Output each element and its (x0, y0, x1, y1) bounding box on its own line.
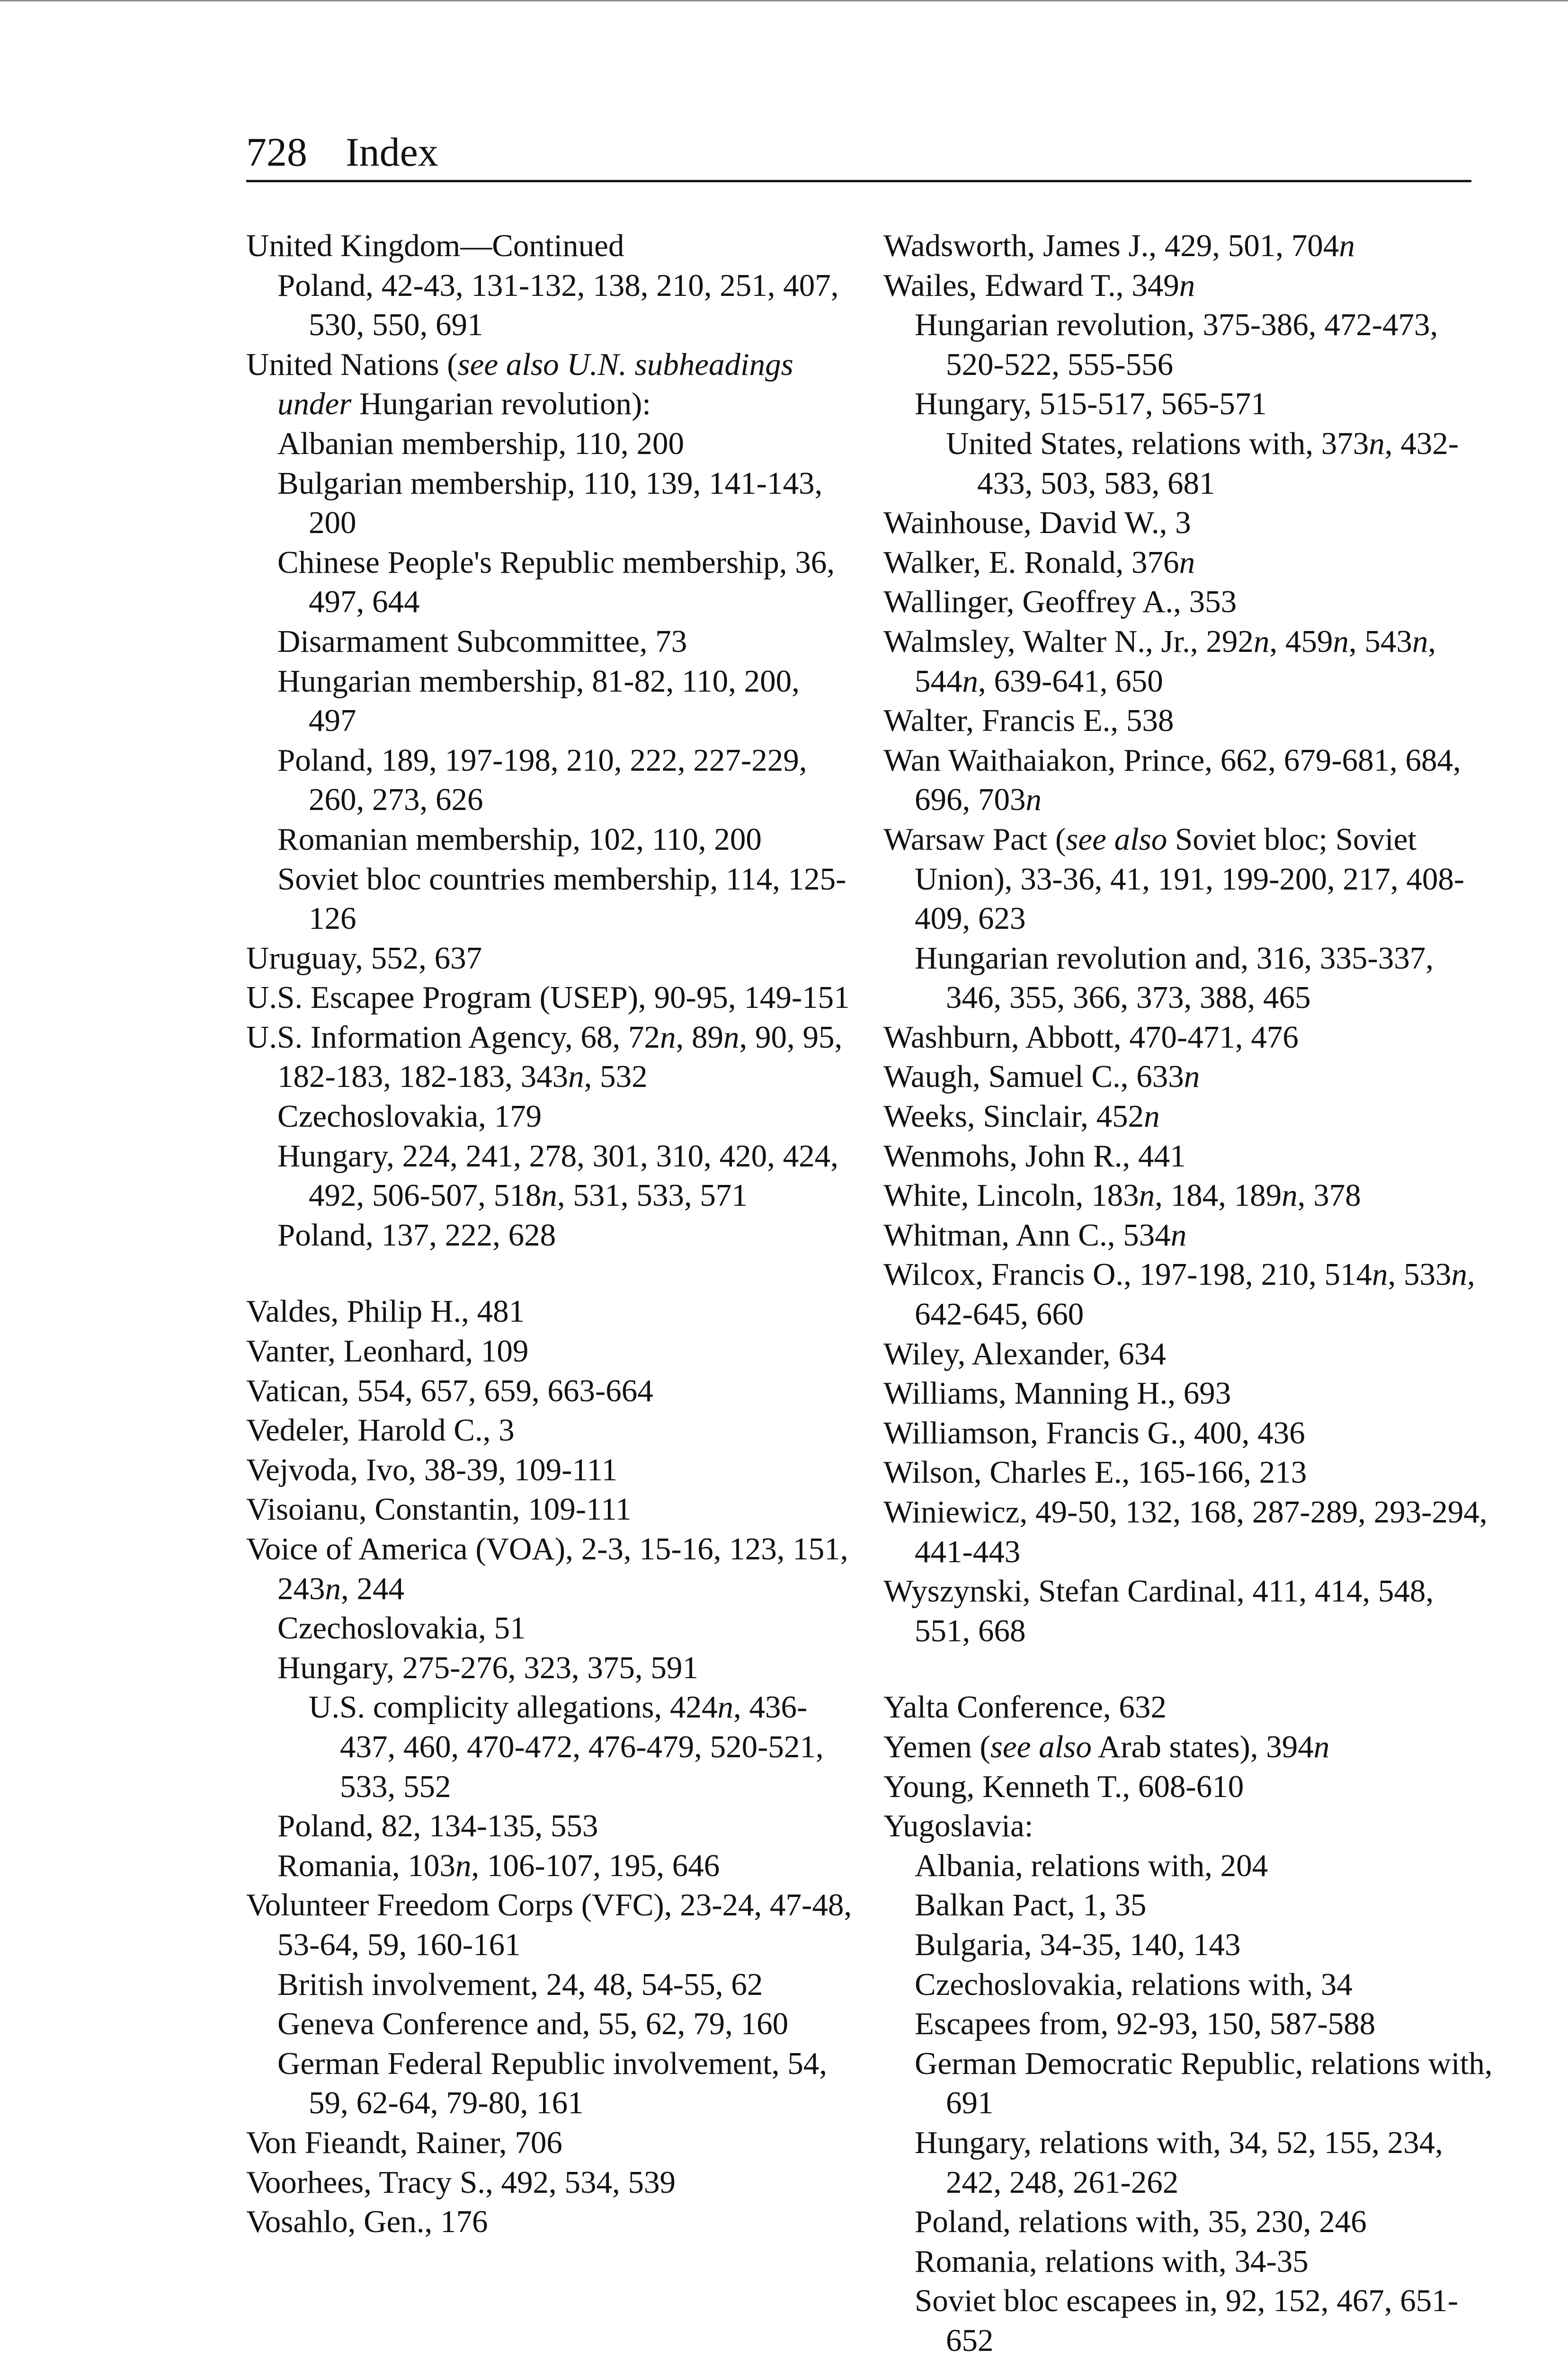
index-entry (883, 1176, 1494, 1216)
index-entry-text: Wenmohs, John R., 441 (883, 1138, 1186, 1174)
index-entry-text: Yugoslavia: (883, 1808, 1033, 1844)
index-entry-italic-text: n (1025, 782, 1042, 818)
index-entry-text: Disarmament Subcommittee, 73 (277, 623, 687, 659)
index-entry (946, 424, 1494, 503)
index-entry-italic-text: n (1179, 544, 1195, 580)
index-entry-italic-text: n (1369, 426, 1385, 461)
index-entry-text: Volunteer Freedom Corps (VFC), 23-24, 47-48, 53-64, 59, 160-161 (246, 1887, 852, 1962)
index-entry-text: United Kingdom—Continued (246, 228, 624, 263)
index-entry-italic-text: n (1179, 267, 1195, 303)
index-entry (246, 1332, 852, 1371)
index-entry (277, 266, 852, 345)
index-entry-text: Vosahlo, Gen., 176 (246, 2204, 488, 2240)
index-entry (883, 1493, 1494, 1572)
index-entry-text: Poland, relations with, 35, 230, 246 (915, 2204, 1367, 2240)
index-entry-italic-text: n (1170, 1217, 1187, 1253)
index-entry-text: Bulgarian membership, 110, 139, 141-143, 200 (277, 465, 823, 541)
index-entry (883, 1255, 1494, 1334)
index-entry-text: Escapees from, 92-93, 150, 587-588 (915, 2006, 1376, 2042)
index-entry (915, 939, 1494, 1018)
page-title: Index (346, 129, 438, 175)
index-entry-text: Poland, 189, 197-198, 210, 222, 227-229, 260, 273, 626 (277, 742, 807, 818)
index-entry (883, 1414, 1494, 1453)
index-entry-text: , 639-641, 650 (978, 663, 1163, 699)
index-column-left (246, 226, 852, 2242)
index-entry (246, 1018, 852, 1097)
index-entry-text: Hungarian revolution, 375-386, 472-473, 520-522, 555-556 (915, 307, 1438, 382)
index-entry (883, 701, 1494, 741)
index-entry-italic-text: n (1451, 1257, 1467, 1292)
index-entry-text: U.S. complicity allegations, 424 (309, 1690, 718, 1725)
index-entry (883, 1137, 1494, 1176)
index-entry-italic-text: n (1139, 1178, 1155, 1213)
index-entry-text: Yalta Conference, 632 (883, 1690, 1167, 1725)
index-entry-text: Winiewicz, 49-50, 132, 168, 287-289, 293-294, 441-443 (883, 1495, 1488, 1569)
index-entry (915, 1925, 1494, 1965)
index-entry-text: Hungarian revolution): (351, 386, 651, 422)
index-entry-text: Romania, 103 (277, 1848, 455, 1883)
index-entry (883, 1335, 1494, 1374)
index-entry-text: Williamson, Francis G., 400, 436 (883, 1415, 1305, 1450)
index-entry-italic-text: n (962, 663, 978, 699)
index-entry (915, 2281, 1494, 2360)
index-entry-italic-text: see also U.N. subheadings under (277, 347, 793, 422)
index-entry (246, 939, 852, 979)
index-entry-italic-text: n (1184, 1059, 1200, 1095)
index-entry (246, 1450, 852, 1490)
index-entry (246, 2163, 852, 2203)
index-entry (277, 662, 852, 741)
index-entry-italic-text: n (1313, 1729, 1330, 1764)
index-entry-text: Wiley, Alexander, 634 (883, 1336, 1166, 1371)
index-entry (277, 2044, 852, 2123)
index-entry-text: Soviet bloc; Soviet Union), 33-36, 41, 191, 199-200, 217, 408-409, 623 (915, 821, 1465, 936)
index-entry (883, 1018, 1494, 1058)
index-entry (277, 464, 852, 543)
index-entry (883, 1767, 1494, 1807)
index-entry-text: Vedeler, Harold C., 3 (246, 1413, 515, 1448)
index-entry (246, 2202, 852, 2242)
index-entry-italic-text: n (568, 1059, 584, 1095)
index-entry-text: Hungary, relations with, 34, 52, 155, 234, 242, 248, 261-262 (915, 2125, 1443, 2200)
index-entry-italic-text: n (1144, 1099, 1160, 1134)
index-entry-text: Wadsworth, James J., 429, 501, 704 (883, 228, 1339, 263)
index-entry-text: Vejvoda, Ivo, 38-39, 109-111 (246, 1452, 618, 1487)
index-entry (883, 1727, 1494, 1767)
index-entry (277, 741, 852, 820)
index-entry (246, 345, 852, 424)
index-entry (277, 622, 852, 662)
index-entry (277, 1846, 852, 1886)
index-entry-text: Arab states), 394 (1091, 1729, 1314, 1764)
index-entry-text: , 436-437, 460, 470-472, 476-479, 520-521, 533, 552 (340, 1690, 824, 1804)
index-entry (883, 543, 1494, 583)
index-entry-text: Visoianu, Constantin, 109-111 (246, 1492, 632, 1527)
index-entry (883, 266, 1494, 306)
index-entry (246, 1411, 852, 1450)
index-entry-text: Czechoslovakia, 51 (277, 1611, 526, 1646)
index-entry (915, 1965, 1494, 2005)
index-entry-text: Czechoslovakia, 179 (277, 1099, 542, 1134)
index-entry (915, 2202, 1494, 2242)
index-entry-italic-text: n (659, 1019, 676, 1055)
index-entry-italic-text: n (1282, 1178, 1298, 1213)
index-entry-text: , 533 (1388, 1257, 1452, 1292)
index-entry (246, 1490, 852, 1530)
index-entry-text: , 531, 533, 571 (557, 1178, 748, 1213)
index-entry-italic-text: n (325, 1571, 341, 1606)
index-entry-text: Poland, 137, 222, 628 (277, 1217, 556, 1253)
index-entry-text: , 459 (1269, 623, 1333, 659)
index-entry (246, 1371, 852, 1411)
index-entry-text: Wan Waithaiakon, Prince, 662, 679-681, 684, 696, 703 (883, 742, 1461, 818)
index-entry (277, 1648, 852, 1688)
index-entry-text: Soviet bloc countries membership, 114, 125-126 (277, 861, 846, 936)
index-entry-text: Von Fieandt, Rainer, 706 (246, 2125, 562, 2160)
index-entry (277, 1097, 852, 1137)
index-entry-text: Hungarian membership, 81-82, 110, 200, 497 (277, 663, 800, 739)
index-entry-text: Romania, relations with, 34-35 (915, 2243, 1309, 2279)
index-entry-text: Hungary, 224, 241, 278, 301, 310, 420, 424, 492, 506-507, 518 (277, 1138, 838, 1213)
index-entry-text: Williams, Manning H., 693 (883, 1376, 1231, 1411)
index-entry-italic-text: n (541, 1178, 557, 1213)
index-entry-italic-text: see also (990, 1729, 1092, 1764)
index-entry (277, 1216, 852, 1255)
index-entry (883, 1057, 1494, 1097)
index-entry-italic-text: n (1333, 623, 1349, 659)
index-entry (277, 1806, 852, 1846)
index-entry-text: Whitman, Ann C., 534 (883, 1217, 1171, 1253)
index-entry-text: Washburn, Abbott, 470-471, 476 (883, 1019, 1299, 1055)
index-entry (883, 741, 1494, 820)
index-entry-text: British involvement, 24, 48, 54-55, 62 (277, 1967, 763, 2002)
index-entry-text: Romanian membership, 102, 110, 200 (277, 821, 762, 857)
index-entry (246, 1292, 852, 1332)
index-entry (915, 1846, 1494, 1886)
index-entry-text: Young, Kenneth T., 608-610 (883, 1769, 1244, 1804)
index-entry (277, 1609, 852, 1648)
index-entry-text: German Democratic Republic, relations with, 691 (915, 2046, 1493, 2121)
index-entry (915, 2044, 1494, 2123)
index-entry-text: Yemen ( (883, 1729, 990, 1764)
index-entry-text: White, Lincoln, 183 (883, 1178, 1139, 1213)
index-entry-text: U.S. Escapee Program (USEP), 90-95, 149-151 (246, 980, 850, 1015)
index-entry-text: Weeks, Sinclair, 452 (883, 1099, 1144, 1134)
index-entry (309, 1688, 852, 1806)
index-entry (246, 226, 852, 266)
index-entry (883, 226, 1494, 266)
index-entry-italic-text: n (1412, 623, 1428, 659)
index-entry-text: Uruguay, 552, 637 (246, 940, 482, 976)
index-entry-text: Czechoslovakia, relations with, 34 (915, 1967, 1353, 2002)
index-entry-text: Wailes, Edward T., 349 (883, 267, 1179, 303)
index-entry-text: , 244 (341, 1571, 404, 1606)
index-entry (915, 2004, 1494, 2044)
index-entry (915, 305, 1494, 384)
index-entry (883, 1806, 1494, 1846)
index-entry (883, 1453, 1494, 1493)
index-entry-text: Poland, 82, 134-135, 553 (277, 1808, 598, 1844)
index-entry (883, 1216, 1494, 1255)
index-entry-text: Walter, Francis E., 538 (883, 703, 1174, 739)
index-entry (883, 1688, 1494, 1727)
index-entry (883, 1572, 1494, 1651)
index-entry-text: , 543 (1348, 623, 1412, 659)
index-entry (883, 622, 1494, 701)
index-entry-text: Vatican, 554, 657, 659, 663-664 (246, 1373, 653, 1408)
index-entry (915, 2123, 1494, 2202)
index-entry (915, 1886, 1494, 1925)
index-entry (246, 978, 852, 1018)
index-entry (277, 543, 852, 622)
index-entry-text: , 184, 189 (1155, 1178, 1282, 1213)
index-entry-text: Chinese People's Republic membership, 36, 497, 644 (277, 544, 835, 620)
index-entry-text: , 89 (676, 1019, 723, 1055)
scan-top-edge (0, 0, 1568, 1)
index-entry-text: Valdes, Philip H., 481 (246, 1294, 525, 1329)
index-entry-text: Albania, relations with, 204 (915, 1848, 1268, 1883)
index-entry-italic-text: n (723, 1019, 739, 1055)
index-entry-text: Waugh, Samuel C., 633 (883, 1059, 1184, 1095)
index-entry (277, 820, 852, 860)
index-entry-italic-text: n (455, 1848, 472, 1883)
index-entry-italic-text: see also (1066, 821, 1167, 857)
index-entry-italic-text: n (1372, 1257, 1388, 1292)
index-entry-text: , 432-433, 503, 583, 681 (977, 426, 1459, 501)
index-entry-text: Voice of America (VOA), 2-3, 15-16, 123, 151, 243 (246, 1531, 848, 1606)
index-entry (277, 1965, 852, 2005)
index-entry-text: Walker, E. Ronald, 376 (883, 544, 1179, 580)
index-entry (883, 820, 1494, 939)
index-entry-text: United States, relations with, 373 (946, 426, 1369, 461)
index-entry-text: U.S. Information Agency, 68, 72 (246, 1019, 660, 1055)
index-entry-italic-text: n (1253, 623, 1270, 659)
index-entry-text: Wilson, Charles E., 165-166, 213 (883, 1455, 1307, 1490)
index-entry-italic-text: n (1339, 228, 1355, 263)
index-entry-text: , 642-645, 660 (915, 1257, 1475, 1332)
index-entry (246, 2123, 852, 2163)
index-entry-text: Hungary, 515-517, 565-571 (915, 386, 1267, 422)
index-entry (246, 1530, 852, 1609)
index-entry-text: Albanian membership, 110, 200 (277, 426, 685, 461)
page-number: 728 (246, 129, 307, 175)
index-entry-text: Walmsley, Walter N., Jr., 292 (883, 623, 1254, 659)
index-entry-text: Wainhouse, David W., 3 (883, 505, 1191, 541)
index-entry-text: , 532 (584, 1059, 648, 1095)
index-entry (246, 1886, 852, 1965)
index-entry (915, 2242, 1494, 2282)
index-entry (277, 1137, 852, 1216)
index-entry-text: Balkan Pact, 1, 35 (915, 1887, 1147, 1923)
index-entry (883, 503, 1494, 543)
index-entry (277, 2004, 852, 2044)
index-entry (277, 424, 852, 464)
index-entry-text: Hungary, 275-276, 323, 375, 591 (277, 1650, 698, 1685)
index-entry-text: , 90, 95, 182-183, 182-183, 343 (277, 1019, 843, 1095)
index-entry-text: Vanter, Leonhard, 109 (246, 1334, 529, 1369)
index-entry-text: Poland, 42-43, 131-132, 138, 210, 251, 407, 530, 550, 691 (277, 267, 839, 343)
index-entry (277, 860, 852, 939)
index-column-right (883, 226, 1494, 2360)
running-header (246, 124, 1471, 182)
index-entry-text: Wyszynski, Stefan Cardinal, 411, 414, 548, 551, 668 (883, 1574, 1434, 1648)
index-entry-text: United Nations ( (246, 347, 458, 382)
index-entry-text: Warsaw Pact ( (883, 821, 1066, 857)
index-entry (883, 582, 1494, 622)
index-entry-text: German Federal Republic involvement, 54, 59, 62-64, 79-80, 161 (277, 2046, 828, 2121)
index-entry-text: Wilcox, Francis O., 197-198, 210, 514 (883, 1257, 1372, 1292)
index-entry-text: Voorhees, Tracy S., 492, 534, 539 (246, 2164, 676, 2200)
index-entry-text: , 378 (1297, 1178, 1361, 1213)
index-entry (883, 1097, 1494, 1137)
index-entry-text: Geneva Conference and, 55, 62, 79, 160 (277, 2006, 789, 2042)
index-entry-text: Bulgaria, 34-35, 140, 143 (915, 1927, 1241, 1962)
index-entry-text: Soviet bloc escapees in, 92, 152, 467, 651-652 (915, 2283, 1459, 2358)
index-entry (915, 384, 1494, 424)
index-entry-text: Wallinger, Geoffrey A., 353 (883, 584, 1237, 620)
index-entry-text: , 544 (915, 623, 1436, 699)
index-entry-italic-text: n (717, 1690, 733, 1725)
index-entry-text: , 106-107, 195, 646 (471, 1848, 720, 1883)
index-entry-text: Hungarian revolution and, 316, 335-337, 346, 355, 366, 373, 388, 465 (915, 940, 1434, 1015)
index-entry (883, 1374, 1494, 1414)
